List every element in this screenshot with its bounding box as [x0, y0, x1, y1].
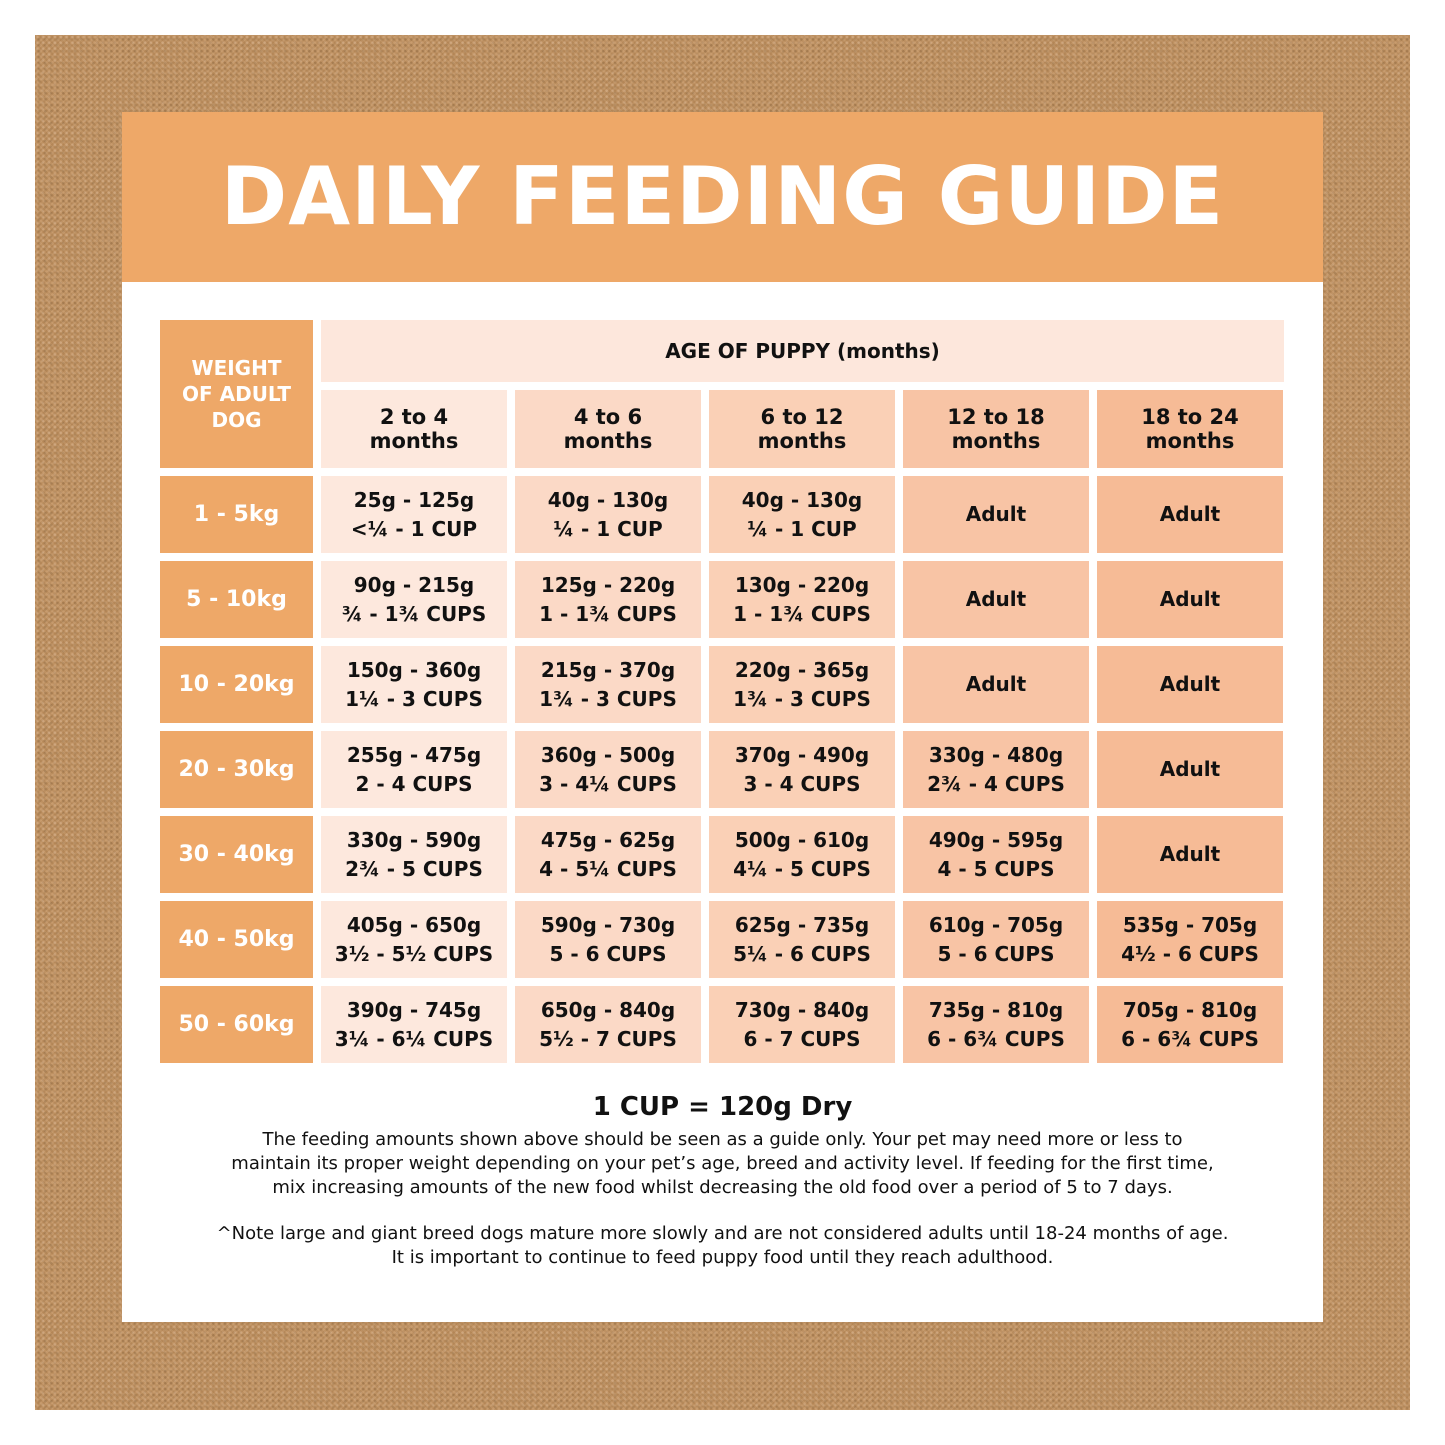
age-column-header-line: months [757, 429, 847, 453]
age-column-header-line: months [1145, 429, 1235, 453]
cups-range: 3¼ - 6¼ CUPS [334, 1026, 494, 1051]
table-cell [515, 816, 701, 893]
table-cell [515, 986, 701, 1063]
grams-range: Adult [965, 587, 1027, 611]
weight-header-line: OF ADULT [181, 382, 292, 406]
table-cell [903, 476, 1089, 553]
cups-range: 5 - 6 CUPS [549, 941, 667, 966]
table-cell [903, 561, 1089, 638]
cups-range: 6 - 6¾ CUPS [1121, 1026, 1259, 1051]
cups-range: 2¾ - 5 CUPS [345, 856, 483, 881]
grams-range: 130g - 220g [734, 572, 870, 597]
grams-range: 535g - 705g [1122, 912, 1258, 937]
cups-range: ¼ - 1 CUP [747, 516, 857, 541]
cups-range: 3½ - 5½ CUPS [334, 941, 494, 966]
age-column-header-line: months [369, 429, 459, 453]
table-cell [1097, 476, 1283, 553]
age-column-header-line: 12 to 18 [947, 405, 1045, 429]
grams-range: Adult [1159, 842, 1221, 866]
table-cell [709, 731, 895, 808]
table-cell [709, 561, 895, 638]
cups-range: 5 - 6 CUPS [937, 941, 1055, 966]
title-banner [122, 112, 1323, 282]
age-column-header-line: 18 to 24 [1141, 405, 1239, 429]
cups-range: 2¾ - 4 CUPS [927, 771, 1065, 796]
grams-range: 590g - 730g [540, 912, 676, 937]
age-column-header [321, 390, 507, 468]
table-cell [1097, 986, 1283, 1063]
weight-row-label: 1 - 5kg [160, 476, 313, 553]
grams-range: 625g - 735g [734, 912, 870, 937]
cups-range: 2 - 4 CUPS [355, 771, 473, 796]
age-column-header-line: 2 to 4 [379, 405, 449, 429]
age-column-header-line: 4 to 6 [573, 405, 643, 429]
grams-range: 150g - 360g [346, 657, 482, 682]
table-cell [321, 646, 507, 723]
table-cell [515, 731, 701, 808]
table-cell [515, 561, 701, 638]
table-cell [515, 646, 701, 723]
cups-range: 1 - 1¾ CUPS [733, 601, 871, 626]
guide-note [122, 1128, 1323, 1200]
grams-range: 370g - 490g [734, 742, 870, 767]
weight-row-label: 20 - 30kg [160, 731, 313, 808]
grams-range: 730g - 840g [734, 997, 870, 1022]
weight-row-label: 10 - 20kg [160, 646, 313, 723]
cups-range: 6 - 7 CUPS [743, 1026, 861, 1051]
age-group-header: AGE OF PUPPY (months) [321, 320, 1284, 382]
weight-row-label: 40 - 50kg [160, 901, 313, 978]
guide-note-line: mix increasing amounts of the new food whilst decreasing the old food over a period of 5 to 7 days. [272, 1177, 1173, 1198]
table-cell [321, 476, 507, 553]
grams-range: 330g - 480g [928, 742, 1064, 767]
large-breed-note-line: It is important to continue to feed puppy food until they reach adulthood. [391, 1247, 1054, 1268]
table-cell [515, 476, 701, 553]
table-cell [321, 901, 507, 978]
weight-column-header [160, 320, 313, 468]
table-cell [1097, 901, 1283, 978]
grams-range: 40g - 130g [741, 487, 863, 512]
cups-range: 3 - 4¼ CUPS [539, 771, 677, 796]
weight-row-label: 5 - 10kg [160, 561, 313, 638]
page-title: DAILY FEEDING GUIDE [220, 150, 1225, 243]
weight-header-line: DOG [211, 408, 262, 432]
table-cell [903, 901, 1089, 978]
table-cell [321, 986, 507, 1063]
cups-range: 6 - 6¾ CUPS [927, 1026, 1065, 1051]
grams-range: Adult [1159, 587, 1221, 611]
weight-row-label: 50 - 60kg [160, 986, 313, 1063]
table-cell [1097, 646, 1283, 723]
table-cell [903, 646, 1089, 723]
table-cell [709, 986, 895, 1063]
grams-range: Adult [1159, 672, 1221, 696]
grams-range: 490g - 595g [928, 827, 1064, 852]
grams-range: Adult [1159, 502, 1221, 526]
cups-range: 1 - 1¾ CUPS [539, 601, 677, 626]
table-cell [1097, 816, 1283, 893]
cup-conversion: 1 CUP = 120g Dry [592, 1092, 853, 1122]
cups-range: 1¾ - 3 CUPS [733, 686, 871, 711]
age-column-header [1097, 390, 1283, 468]
grams-range: 735g - 810g [928, 997, 1064, 1022]
age-column-header-line: months [951, 429, 1041, 453]
guide-note-line: maintain its proper weight depending on your pet’s age, breed and activity level. If feeding for the first time, [231, 1153, 1214, 1174]
large-breed-note-line: ^Note large and giant breed dogs mature more slowly and are not considered adults until 18-24 months of age. [216, 1223, 1229, 1244]
grams-range: 125g - 220g [540, 572, 676, 597]
cups-range: 4 - 5 CUPS [937, 856, 1055, 881]
table-cell [709, 476, 895, 553]
table-cell [709, 816, 895, 893]
table-cell [1097, 561, 1283, 638]
age-column-header [515, 390, 701, 468]
guide-note-line: The feeding amounts shown above should be seen as a guide only. Your pet may need more or less to [262, 1129, 1183, 1150]
cups-range: ¾ - 1¾ CUPS [341, 601, 487, 626]
table-cell [709, 646, 895, 723]
grams-range: 25g - 125g [353, 487, 475, 512]
cups-range: 5½ - 7 CUPS [539, 1026, 677, 1051]
grams-range: 90g - 215g [353, 572, 475, 597]
grams-range: 255g - 475g [346, 742, 482, 767]
grams-range: Adult [965, 672, 1027, 696]
table-cell [321, 816, 507, 893]
table-cell [903, 986, 1089, 1063]
cups-range: 4 - 5¼ CUPS [539, 856, 677, 881]
large-breed-note [122, 1222, 1323, 1270]
cups-range: 5¼ - 6 CUPS [733, 941, 871, 966]
grams-range: 500g - 610g [734, 827, 870, 852]
table-cell [321, 731, 507, 808]
cups-range: 3 - 4 CUPS [743, 771, 861, 796]
cups-range: 1¾ - 3 CUPS [539, 686, 677, 711]
cups-range: 4½ - 6 CUPS [1121, 941, 1259, 966]
feeding-guide-panel [122, 112, 1323, 1322]
table-cell [515, 901, 701, 978]
grams-range: 360g - 500g [540, 742, 676, 767]
age-column-header-line: 6 to 12 [760, 405, 844, 429]
grams-range: 40g - 130g [547, 487, 669, 512]
grams-range: Adult [1159, 757, 1221, 781]
grams-range: 405g - 650g [346, 912, 482, 937]
grams-range: 220g - 365g [734, 657, 870, 682]
age-column-header [903, 390, 1089, 468]
age-column-header-line: months [563, 429, 653, 453]
table-cell [903, 816, 1089, 893]
cups-range: <¼ - 1 CUP [350, 516, 478, 541]
table-cell [903, 731, 1089, 808]
weight-row-label: 30 - 40kg [160, 816, 313, 893]
table-cell [1097, 731, 1283, 808]
grams-range: 330g - 590g [346, 827, 482, 852]
cups-range: 4¼ - 5 CUPS [733, 856, 871, 881]
grams-range: 215g - 370g [540, 657, 676, 682]
age-column-header [709, 390, 895, 468]
cups-range: ¼ - 1 CUP [553, 516, 663, 541]
table-cell [709, 901, 895, 978]
grams-range: Adult [965, 502, 1027, 526]
grams-range: 705g - 810g [1122, 997, 1258, 1022]
grams-range: 475g - 625g [540, 827, 676, 852]
weight-header-line: WEIGHT [191, 356, 282, 380]
grams-range: 390g - 745g [346, 997, 482, 1022]
table-cell [321, 561, 507, 638]
grams-range: 610g - 705g [928, 912, 1064, 937]
grams-range: 650g - 840g [540, 997, 676, 1022]
cups-range: 1¼ - 3 CUPS [345, 686, 483, 711]
